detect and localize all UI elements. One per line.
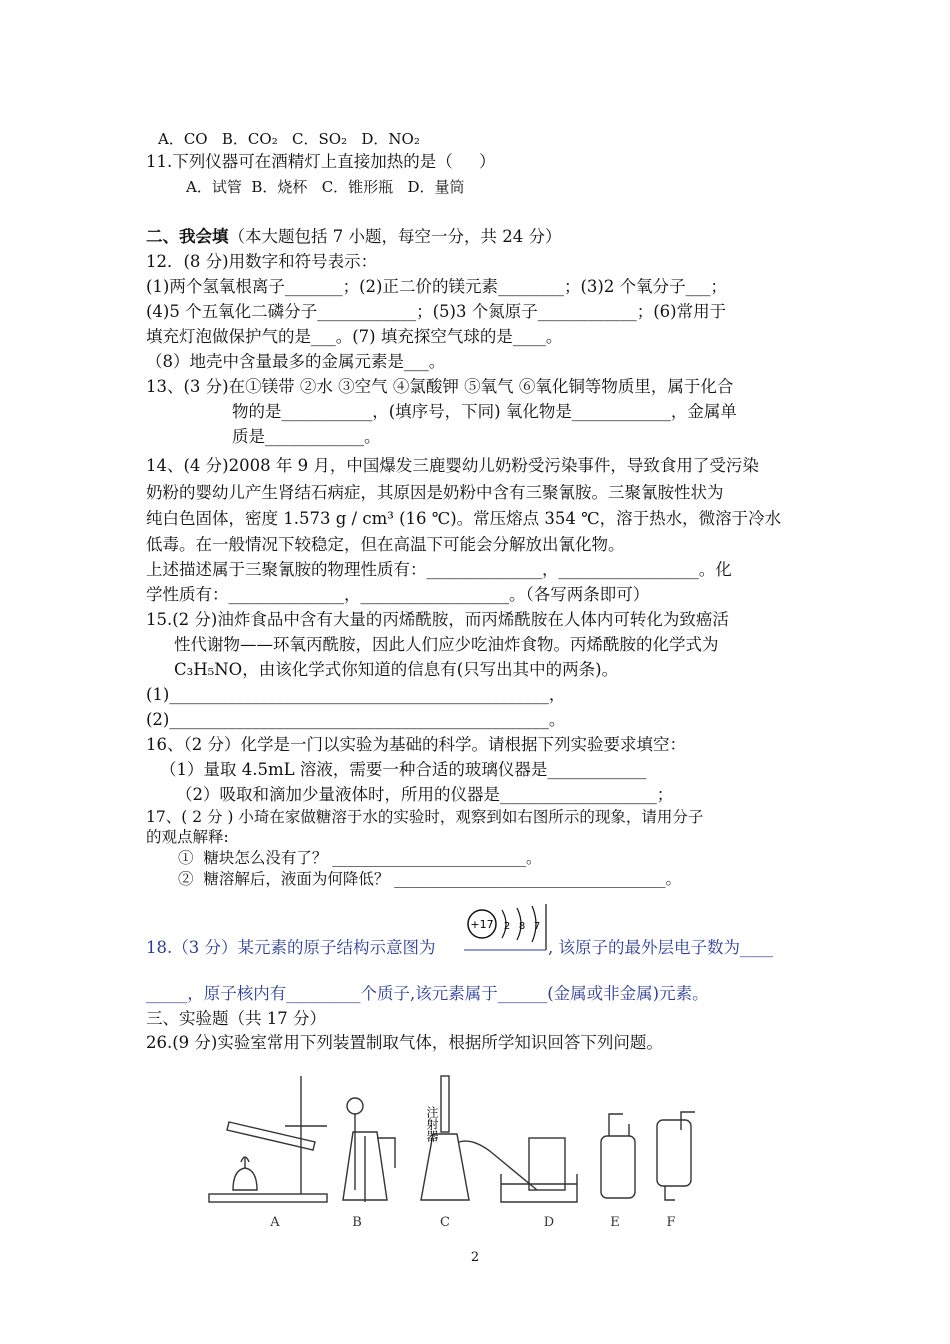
- shell-1-electrons: 2: [503, 921, 511, 932]
- apparatus-label-a: A: [270, 1215, 280, 1230]
- syringe-label: 注射器: [425, 1106, 439, 1142]
- q10-options: A．CO B．CO₂ C．SO₂ D．NO₂: [158, 130, 420, 148]
- apparatus-a-base: [209, 1194, 327, 1202]
- q14-line1: 14、(4 分)2008 年 9 月，中国爆发三鹿婴幼儿奶粉受污染事件，导致食用了受污染: [146, 456, 759, 475]
- lab-apparatus-figure: [205, 1072, 715, 1232]
- q17-part1: ① 糖块怎么没有了？ _________________________。: [178, 849, 542, 867]
- q11-stem: 11.下列仪器可在酒精灯上直接加热的是（ ）: [146, 152, 496, 171]
- q15-blank2: (2)______________________________________________。: [146, 710, 566, 729]
- q14-line5: 上述描述属于三聚氰胺的物理性质有：______________，_________________。化: [146, 560, 732, 579]
- apparatus-b-funnel: [347, 1098, 363, 1114]
- q12-line3: 填充灯泡做保护气的是___。(7) 填充探空气球的是____。: [146, 327, 563, 346]
- q11-options: A．试管 B．烧杯 C．锥形瓶 D．量筒: [186, 178, 465, 196]
- q13-line2: 物的是___________，(填序号，下同) 氧化物是____________，金属单: [232, 402, 737, 421]
- q13-line1: 13、(3 分)在①镁带 ②水 ③空气 ④氯酸钾 ⑤氧气 ⑥氧化铜等物质里，属于化合: [146, 377, 734, 396]
- section2-note: （本大题包括 7 小题，每空一分，共 24 分）: [228, 227, 562, 246]
- apparatus-a-alcohol-lamp: [233, 1168, 257, 1190]
- q18-line2: _____，原子核内有_________个质子,该元素属于______(金属或非金属)元素。: [146, 984, 709, 1003]
- q16-part2: （2）吸取和滴加少量液体时，所用的仪器是___________________；: [176, 785, 674, 804]
- q26-stem: 26.(9 分)实验室常用下列装置制取气体，根据所学知识回答下列问题。: [146, 1033, 663, 1052]
- section2-title: 二、我会填: [146, 227, 229, 246]
- q18-line1b: , 该原子的最外层电子数为____: [548, 938, 773, 957]
- q14-line6: 学性质有：______________，__________________。（各写两条即可）: [146, 585, 650, 604]
- shell-2-electrons: 8: [518, 921, 526, 932]
- q16-part1: （1）量取 4.5mL 溶液，需要一种合适的玻璃仪器是____________: [160, 760, 647, 779]
- q15-blank1: (1)______________________________________________，: [146, 685, 566, 704]
- section3-title: 三、实验题（共 17 分）: [146, 1009, 326, 1028]
- apparatus-c-syringe: [441, 1076, 449, 1132]
- q12-stem: 12．(8 分)用数字和符号表示：: [146, 252, 378, 271]
- q17-line1: 17、( 2 分 ) 小琦在家做糖溶于水的实验时，观察到如右图所示的现象，请用分子: [146, 808, 704, 826]
- q12-line1: (1)两个氢氧根离子_______；(2)正二价的镁元素________；(3)2 个氧分子___；: [146, 277, 727, 296]
- q15-line3: C₃H₅NO，由该化学式你知道的信息有(只写出其中的两条)。: [174, 660, 619, 679]
- apparatus-label-b: B: [352, 1215, 362, 1230]
- q17-part2: ② 糖溶解后，液面为何降低？ ___________________________________。: [178, 870, 682, 888]
- apparatus-label-d: D: [543, 1215, 555, 1230]
- q14-line2: 奶粉的婴幼儿产生肾结石病症，其原因是奶粉中含有三聚氰胺。三聚氰胺性状为: [146, 483, 724, 502]
- apparatus-d-collection-bottle: [529, 1138, 565, 1190]
- apparatus-c-flask: [421, 1134, 469, 1200]
- q12-line2: (4)5 个五氧化二磷分子____________；(5)3 个氮原子____________；(6)常用于: [146, 302, 727, 321]
- q13-line3: 质是____________。: [232, 427, 381, 446]
- q18-line1a: 18.（3 分）某元素的原子结构示意图为: [146, 938, 436, 957]
- shell-3-electrons: 7: [533, 921, 541, 932]
- q12-line4: （8）地壳中含量最多的金属元素是___。: [146, 352, 446, 371]
- atom-structure-diagram: [462, 902, 548, 954]
- apparatus-f-bottle: [657, 1120, 691, 1186]
- q14-line4: 低毒。在一般情况下较稳定，但在高温下可能会分解放出氰化物。: [146, 535, 625, 554]
- apparatus-label-e: E: [610, 1215, 620, 1230]
- apparatus-e-bottle: [601, 1136, 635, 1198]
- nucleus-charge: +17: [470, 918, 494, 931]
- q15-line2: 性代谢物——环氧丙酰胺，因此人们应少吃油炸食物。丙烯酰胺的化学式为: [174, 635, 719, 654]
- q14-line3: 纯白色固体，密度 1.573 g / cm³ (16 ℃)。常压熔点 354 ℃，溶于热水，微溶于冷水: [146, 509, 782, 528]
- section2-heading: [146, 226, 561, 248]
- q17-line2: 的观点解释:: [146, 828, 229, 846]
- apparatus-label-c: C: [440, 1215, 450, 1230]
- q16-stem: 16、（2 分）化学是一门以实验为基础的科学。请根据下列实验要求填空：: [146, 735, 686, 754]
- page-number: 2: [470, 1250, 480, 1265]
- apparatus-label-f: F: [666, 1215, 676, 1230]
- q15-line1: 15.(2 分)油炸食品中含有大量的丙烯酰胺，而丙烯酰胺在人体内可转化为致癌活: [146, 610, 729, 629]
